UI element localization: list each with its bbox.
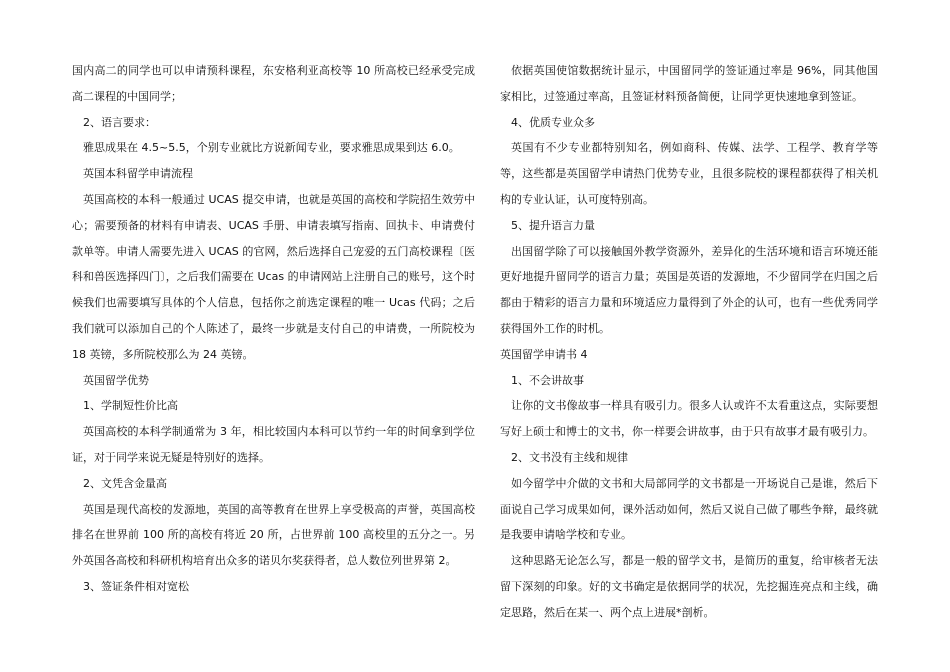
section-heading: 2、语言要求： [83,115,156,129]
section-heading: 4、优质专业众多 [511,115,595,129]
paragraph: 让你的文书像故事一样具有吸引力。很多人认或许不太看重这点，实际要想写好上硕士和博士的文书，你一样要会讲故事，由于只有故事才最有吸引力。 [500,399,878,439]
section-heading: 1、学制短性价比高 [83,399,178,413]
paragraph: 雅思成果在 4.5~5.5，个别专业就比方说新闻专业，要求雅思成果到达 6.0。 [83,141,460,155]
paragraph: 依据英国使馆数据统计显示，中国留同学的签证通过率是 96%，同其他国家相比，过签通过率高，且签证材料预备简便，让同学更快速地拿到签证。 [500,64,878,103]
paragraph: 如今留学中介做的文书和大局部同学的文书都是一开场说自己是谁，然后下面说自己学习成果如何，课外活动如何，然后又说自己做了哪些争辩，最终就是我要申请啥学校和专业。 [500,476,878,542]
paragraph: 国内高二的同学也可以申请预科课程，东安格利亚高校等 10 所高校已经承受完成高二课程的中国同学； [72,64,475,103]
section-heading: 5、提升语言力量 [511,218,595,232]
paragraph: 英国高校的本科学制通常为 3 年，相比较国内本科可以节约一年的时间拿到学位证，对于同学来说无疑是特别好的选择。 [72,425,475,464]
paragraph: 英国是现代高校的发源地，英国的高等教育在世界上享受极高的声誉，英国高校排名在世界前 100 所的高校有将近 20 所，占世界前 100 高校里的五分之一。另外英国各高校和科研机构培育出众多的诺贝尔奖获得者，总人数位列世界第 2。 [72,502,475,568]
paragraph: 这种思路无论怎么写，都是一般的留学文书，是简历的重复，给审核者无法留下深刻的印象。好的文书确定是依据同学的状况，先挖掘连亮点和主线，确定思路，然后在某一、两个点上进展*剖析。 [500,554,878,619]
document-heading: 英国留学申请书 4 [500,347,588,361]
right-column [500,58,878,626]
section-heading: 2、文凭含金量高 [83,476,167,490]
paragraph: 英国有不少专业都特别知名，例如商科、传媒、法学、工程学、教育学等等，这些都是英国留学申请热门优势专业，且很多院校的课程都获得了相关机构的专业认证，认可度特别高。 [500,141,878,206]
paragraph: 英国高校的本科一般通过 UCAS 提交申请，也就是英国的高校和学院招生效劳中心；需要预备的材料有申请表、UCAS 手册、申请表填写指南、回执卡、申请费付款单等。申请人需要先进入 UCAS 的官网，然后选择自己宠爱的五门高校课程〔医科和兽医选择四门〕，之后我们需要在 Ucas 的申请网站上注册自己的账号，这个时候我们也需要填写具体的个人信息，包括你之前选定课程的唯一 Ucas 代码；之后我们就可以添加自己的个人陈述了，最终一步就是支付自己的申请费，一所院校为 18 英镑，多所院校那么为 24 英镑。 [72,192,475,361]
paragraph: 出国留学除了可以接触国外教学资源外，差异化的生活环境和语言环境还能更好地提升留同学的语言力量；英国是英语的发源地，不少留同学在归国之后都由于精彩的语言力量和环境适应力量得到了外企的认可，也有一些优秀同学获得国外工作的时机。 [500,244,878,335]
section-heading: 2、文书没有主线和规律 [511,450,628,464]
section-heading: 英国本科留学申请流程 [83,167,193,181]
section-heading: 1、不会讲故事 [511,373,584,387]
section-heading: 英国留学优势 [83,373,149,387]
left-column [72,58,475,600]
section-heading: 3、签证条件相对宽松 [83,579,189,593]
